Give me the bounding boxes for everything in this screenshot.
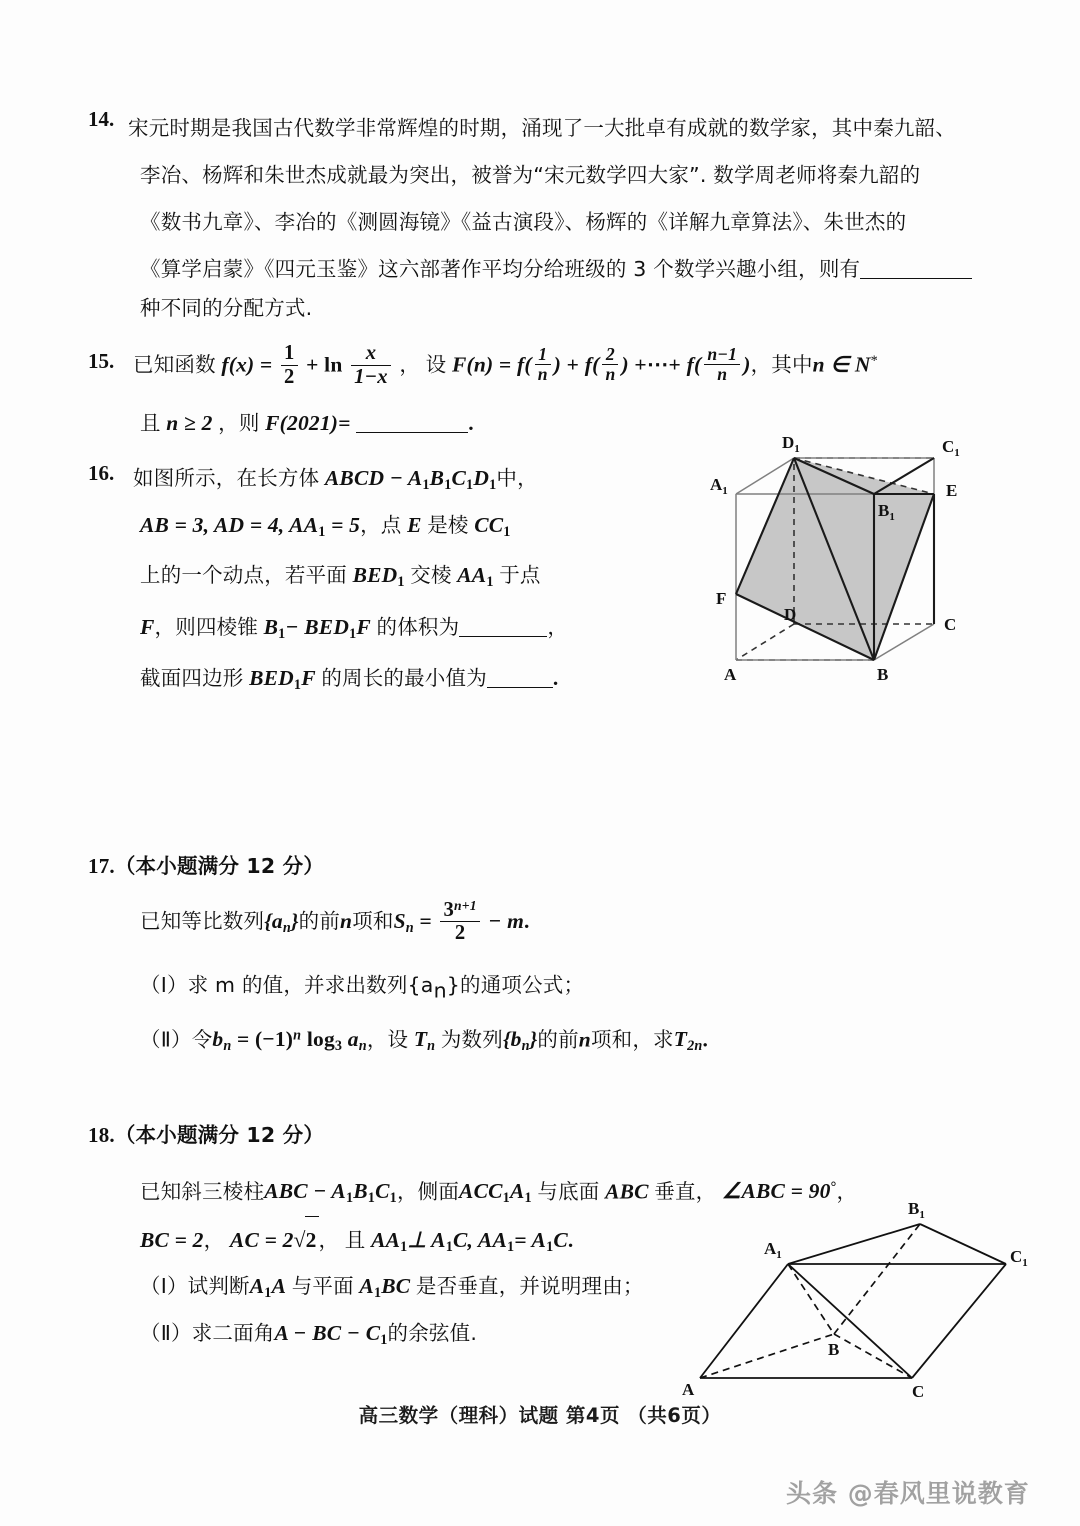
question-14-line-3: 《数书九章》、李冶的《测圆海镜》《益古演段》、杨辉的《详解九章算法》、朱世杰的: [140, 210, 907, 234]
q17-sum-word: 项和: [352, 909, 394, 933]
q16-plane-BED1: [352, 563, 405, 590]
q16-b1-sub: 1: [444, 476, 452, 493]
q15-line2-period: .: [468, 411, 474, 435]
label-B: B: [877, 665, 889, 684]
q17-an-close: }: [290, 909, 299, 933]
prism-edge-A-A1: [700, 1264, 788, 1378]
q18-p1-A2: A: [271, 1274, 287, 1298]
q17-part2-n: n: [578, 1027, 591, 1052]
q16-c: C: [451, 466, 467, 490]
question-16-line-4: [140, 604, 568, 658]
question-14-line-1: 宋元时期是我国古代数学非常辉煌的时期，涌现了一大批卓有成就的数学家，其中秦九韶、: [128, 116, 956, 140]
q18-line1-lead: 已知斜三棱柱: [140, 1179, 265, 1204]
q16-d: D: [473, 466, 490, 490]
question-15-line-2: [140, 400, 474, 447]
label-D1: $D_1$: [782, 433, 800, 455]
q15-ln: ln: [324, 352, 343, 377]
q17-part2-period: .: [702, 1027, 709, 1052]
q18-line2-period: .: [567, 1228, 574, 1252]
q18-b: B: [353, 1179, 368, 1204]
watermark: 头条 @春风里说教育: [786, 1479, 1030, 1508]
sqrt-icon: √2: [294, 1228, 319, 1252]
q17-T2-sub: 2n: [687, 1038, 703, 1055]
q17-T-sub: n: [427, 1038, 436, 1055]
question-15-line-1: [133, 338, 878, 388]
q17-frac-den: 2: [454, 922, 466, 945]
q17-S-sub: n: [405, 919, 414, 936]
q17-frac-num: [440, 899, 479, 922]
q15-fx: f(x): [221, 352, 255, 377]
q18-angle-text: ∠ABC = 90: [721, 1179, 831, 1204]
prism-label-B1: $B_1$: [908, 1199, 925, 1221]
question-18-part-1: [140, 1263, 644, 1317]
q17-Sn: [393, 909, 414, 936]
q17-minus-m: − m: [488, 909, 525, 933]
cuboid-figure: [706, 424, 986, 684]
q18-base-ABC: ABC: [605, 1179, 649, 1204]
q16-dims-text: AB = 3, AD = 4, AA: [140, 513, 319, 537]
q16-d1-sub: 1: [489, 476, 497, 493]
q17-a: a: [347, 1027, 359, 1052]
question-15-number: 15.: [88, 349, 115, 373]
prism-edge-B1-C1: [920, 1224, 1006, 1264]
q16-line1-text: 如图所示，在长方体: [133, 466, 320, 490]
q15-plus2: +: [566, 352, 580, 377]
label-C1: $C_1$: [942, 437, 960, 459]
q15-eq2: =: [498, 352, 512, 377]
q16-point-E: E: [407, 513, 422, 537]
q15-n-in-N: n ∈ N: [812, 352, 871, 377]
question-16-perimeter-blank[interactable]: [487, 687, 553, 688]
q16-c1-sub: 1: [466, 476, 474, 493]
q16-cc: CC: [474, 513, 504, 537]
q18-c: C: [375, 1179, 390, 1204]
q16-line5-period: .: [552, 666, 559, 690]
q15-f-open-3: f(: [686, 352, 702, 377]
q18-with-plane: 与平面: [291, 1274, 354, 1298]
question-18-marks: （本小题满分 12 分）: [114, 1123, 325, 1147]
q17-bn-set: [502, 1027, 538, 1055]
q15-close-2: ): [621, 352, 629, 377]
q16-abcd: ABCD − A: [324, 466, 423, 490]
q15-half-fraction: [281, 342, 298, 388]
q18-dihedral-sub: 1: [380, 1331, 388, 1348]
q18-radicand: 2: [305, 1216, 319, 1264]
q15-term1-num: 1: [535, 345, 551, 365]
q18-line2-comma1: ，: [203, 1228, 225, 1252]
q15-term3-den: n: [717, 364, 728, 385]
q18-c1: 1: [389, 1190, 397, 1207]
q17-b: b: [212, 1027, 224, 1052]
q15-line2-F2021: F(2021)=: [265, 411, 351, 435]
q15-term2-num: 2: [602, 345, 618, 365]
prism-edge-C-C1: [912, 1264, 1006, 1378]
label-A1: $A_1$: [710, 475, 728, 497]
q16-b: B: [429, 466, 445, 490]
q16-bed1-sub: 1: [397, 573, 405, 590]
question-17-part-2: [140, 1013, 708, 1070]
q18-C-AA-sub: 1: [507, 1238, 515, 1255]
q16-volume-label: 的体积为: [376, 615, 460, 639]
q17-T2: T: [673, 1027, 688, 1052]
question-17-body: [140, 898, 530, 952]
q18-abc: ABC − A: [264, 1179, 346, 1204]
q16-pyramid-name: [263, 615, 371, 642]
q17-bn-close: }: [529, 1027, 538, 1052]
q17-period: .: [524, 909, 530, 933]
question-16-line-5: [140, 655, 559, 709]
q15-f-open-2: f(: [584, 352, 600, 377]
q17-for-seq: 为数列: [440, 1027, 503, 1052]
q18-perp-A: ⊥ A: [407, 1228, 446, 1252]
q16-bed1-sub-2: 1: [349, 625, 357, 642]
q17-an-sub: n: [282, 919, 291, 936]
q16-f-quad: F: [301, 666, 316, 690]
q16-dims: [140, 513, 361, 540]
q18-a1: 1: [345, 1190, 354, 1207]
q18-eq-A: = A: [514, 1228, 547, 1252]
q17-part2-of: 的前: [537, 1027, 579, 1052]
q15-close-1: ): [553, 352, 562, 377]
q17-part2-sum: 项和，求: [590, 1027, 674, 1052]
label-E: E: [946, 481, 958, 500]
question-14-answer-blank[interactable]: [860, 278, 972, 279]
q17-eq: =: [419, 909, 432, 933]
label-C: C: [944, 615, 957, 634]
q15-term2-fraction: [602, 345, 618, 384]
q17-part1-text: （Ⅰ）求 m 的值，并求出数列{a: [140, 973, 434, 997]
q18-p1-BC: BC: [381, 1274, 411, 1298]
prism-edge-A1-C: [788, 1264, 912, 1378]
question-18-header: [88, 1112, 324, 1159]
q18-and-word: 且: [344, 1228, 366, 1252]
q18-b1: 1: [367, 1190, 376, 1207]
q17-sum-fraction: [440, 899, 479, 945]
q17-log: [306, 1027, 343, 1055]
question-18-number: 18.: [88, 1123, 115, 1147]
q18-final-C: C: [553, 1228, 568, 1252]
q17-bn: [212, 1027, 232, 1055]
label-D: D: [784, 605, 797, 624]
question-16-volume-blank[interactable]: [459, 636, 547, 637]
label-A: A: [724, 665, 737, 684]
q18-prism-name: [264, 1179, 397, 1207]
q16-bed1-sub-3: 1: [293, 676, 302, 693]
q17-T: T: [413, 1027, 428, 1052]
q15-Fn: F(n): [451, 352, 494, 377]
q17-an-arg: [347, 1027, 367, 1055]
q16-quad-BED1F: [249, 666, 316, 693]
q15-line2-then: ，则: [218, 411, 260, 435]
q18-perp-A-sub: 1: [445, 1238, 454, 1255]
q17-body-of: 的前: [298, 909, 341, 933]
q18-with-base: 与底面: [537, 1179, 600, 1204]
prism-label-A1: $A_1$: [764, 1239, 782, 1261]
q15-term2-den: n: [605, 364, 616, 385]
q17-part2-comma: ，设: [366, 1027, 409, 1052]
q17-part2-eq: [237, 1027, 301, 1051]
prism-edge-B-C: [834, 1334, 912, 1378]
q15-eq: =: [260, 352, 273, 377]
q18-AA1-perp: [371, 1228, 568, 1255]
q16-b1-sub-2: 1: [278, 625, 286, 642]
q18-p1-plane-sub: 1: [373, 1284, 382, 1301]
q18-dihedral-text: A − BC − C: [274, 1321, 381, 1345]
q18-dihedral: [274, 1321, 388, 1348]
prism-label-A: A: [682, 1380, 695, 1399]
q16-line4-comma: ，: [547, 615, 569, 639]
q15-term1-fraction: [535, 345, 551, 384]
q17-S: S: [393, 909, 406, 933]
question-14-line-4-text: 《算学启蒙》《四元玉鉴》这六部著作平均分给班级的 3 个数学兴趣小组，则有: [140, 257, 861, 281]
q18-part2-tail: 的余弦值.: [387, 1321, 478, 1345]
q16-bed-base: − BED: [285, 615, 350, 639]
q17-Tn: [413, 1027, 436, 1055]
q17-n: n: [340, 909, 353, 933]
q18-degree: °: [830, 1180, 837, 1196]
q16-aa: AA: [457, 563, 487, 587]
q16-point-F: F: [140, 615, 155, 639]
question-15-answer-blank[interactable]: [356, 432, 468, 433]
q18-p1-plane-A: A: [359, 1274, 374, 1298]
q16-line4-text: ，则四棱锥: [154, 615, 259, 639]
question-16-line-3: [140, 552, 541, 606]
question-18-part-2: [140, 1310, 477, 1364]
q17-neg1-exp: n: [293, 1028, 302, 1044]
q15-arg-den: 1−x: [354, 365, 388, 388]
q17-exponent: n+1: [454, 897, 477, 913]
prism-edge-A1-B1: [788, 1224, 920, 1264]
q17-seq-an: [264, 909, 299, 936]
q17-bn-sub: n: [521, 1038, 530, 1055]
q15-set-word: 设: [425, 352, 447, 377]
page-footer: 高三数学（理科）试题 第4页 （共6页）: [358, 1404, 722, 1427]
q17-an-open: {a: [264, 909, 283, 933]
q17-neg1: = (−1): [237, 1027, 294, 1052]
q18-C-AA: C, AA: [453, 1228, 507, 1252]
label-F: F: [716, 589, 727, 608]
q15-star: *: [870, 353, 878, 369]
question-17-part-1: [140, 962, 584, 1015]
q15-log-arg-fraction: [351, 342, 391, 388]
q15-half-num: 1: [281, 342, 298, 365]
q18-side-face: ，侧面: [396, 1179, 460, 1204]
q18-part1-tail: 是否垂直，并说明理由；: [415, 1274, 644, 1298]
q18-part1-lead: （Ⅰ）试判断: [140, 1274, 250, 1298]
question-17-marks: （本小题满分 12 分）: [114, 854, 325, 878]
q16-bed-quad: BED: [249, 666, 294, 690]
q18-p1-A: A: [249, 1274, 265, 1298]
prism-label-C1: $C_1$: [1010, 1247, 1028, 1269]
question-17-number: 17.: [88, 854, 115, 878]
label-B1: $B_1$: [878, 501, 895, 523]
q16-edge-CC1: [474, 513, 511, 540]
q15-f-open-1: f(: [516, 352, 532, 377]
q16-b-vertex: B: [263, 615, 279, 639]
q16-aa1-sub-2: 1: [486, 573, 494, 590]
q18-line1-comma: ，: [836, 1179, 858, 1204]
q17-T2n: [673, 1027, 703, 1055]
q17-b-sub: n: [223, 1038, 232, 1055]
q17-a-sub: n: [358, 1038, 367, 1055]
q16-bed: BED: [352, 563, 398, 587]
question-16-line-1: [133, 455, 538, 509]
q18-BC-len: BC = 2: [140, 1228, 204, 1252]
q16-perimeter-label: 的周长的最小值为: [321, 666, 487, 690]
prism-edge-A-B: [700, 1334, 834, 1378]
q18-plane-A1BC: [359, 1274, 411, 1301]
q16-line1-tail: 中，: [496, 466, 538, 490]
q15-half-den: 2: [284, 365, 295, 388]
question-17-header: [88, 843, 324, 890]
q15-comma: ，: [399, 352, 421, 377]
q15-plus: +: [306, 352, 319, 377]
q15-close-3: ): [743, 352, 751, 377]
q18-acc: ACC: [459, 1179, 503, 1204]
q16-cc1-sub: 1: [503, 523, 511, 540]
prism-label-C: C: [912, 1382, 925, 1401]
q16-line3-text: 上的一个动点，若平面: [140, 563, 347, 587]
q17-part1-sub: n: [433, 978, 447, 1003]
q18-aa: AA: [371, 1228, 401, 1252]
q15-term1-den: n: [537, 364, 548, 385]
q17-base-3: 3: [443, 899, 454, 922]
q17-body-lead: 已知等比数列: [140, 909, 265, 933]
q15-dots: +⋯+: [634, 352, 681, 377]
q17-log-base: 3: [334, 1038, 343, 1055]
q18-line2-comma2: ，: [318, 1228, 340, 1252]
q17-part2-lead: （Ⅱ）令: [140, 1027, 213, 1052]
q16-line2-comma: ，点: [360, 513, 402, 537]
question-16-number: 16.: [88, 461, 115, 485]
q15-arg-num: x: [351, 342, 391, 365]
question-14-line-5: 种不同的分配方式.: [140, 296, 313, 320]
q18-eq-A-sub: 1: [546, 1238, 554, 1255]
q18-A1A: [249, 1274, 287, 1301]
q15-line2-cond: n ≥ 2: [166, 411, 213, 435]
q18-aa-sub: 1: [400, 1238, 408, 1255]
q15-line2-and: 且: [140, 411, 161, 435]
q16-dims-eq5: = 5: [331, 513, 361, 537]
q16-at-point: 于点: [499, 563, 541, 587]
q16-a1-sub: 1: [422, 476, 430, 493]
q15-lead: 已知函数: [133, 352, 216, 377]
q18-a1-2: 1: [524, 1190, 532, 1207]
q18-perp-word: 垂直，: [654, 1179, 717, 1204]
q17-bn-open: {b: [502, 1027, 522, 1052]
q16-edge-AA1: [457, 563, 494, 590]
q16-f-vertex: F: [356, 615, 371, 639]
edge-D-A: [736, 624, 794, 660]
prism-figure: [676, 1192, 1036, 1407]
question-16-line-2: [140, 502, 511, 556]
q17-part1-end: }的通项公式；: [446, 973, 585, 997]
prism-label-B: B: [828, 1340, 840, 1359]
q18-p1-A-sub: 1: [264, 1284, 272, 1301]
q16-cross-section: 截面四边形: [140, 666, 244, 690]
q16-is-edge: 是棱: [427, 513, 469, 537]
question-14-line-2: 李冶、杨辉和朱世杰成就最为突出，被誉为“宋元数学四大家”. 数学周老师将秦九韶的: [140, 163, 921, 187]
q18-acc1: 1: [502, 1190, 510, 1207]
q15-term3-fraction: [704, 345, 740, 384]
q16-intersect: 交棱: [410, 563, 452, 587]
q18-part2-lead: （Ⅱ）求二面角: [140, 1321, 275, 1345]
q16-aa1-sub: 1: [318, 523, 326, 540]
q15-where: ，其中: [750, 352, 813, 377]
q18-AC-len: AC = 2: [229, 1228, 294, 1252]
q17-log-text: log: [306, 1027, 335, 1052]
question-14-number: 14.: [88, 107, 115, 131]
q15-term3-num: n−1: [704, 345, 740, 365]
q18-a2: A: [509, 1179, 525, 1204]
q16-solid-name: [324, 466, 497, 493]
q18-face-ACC1A1: [459, 1179, 532, 1207]
